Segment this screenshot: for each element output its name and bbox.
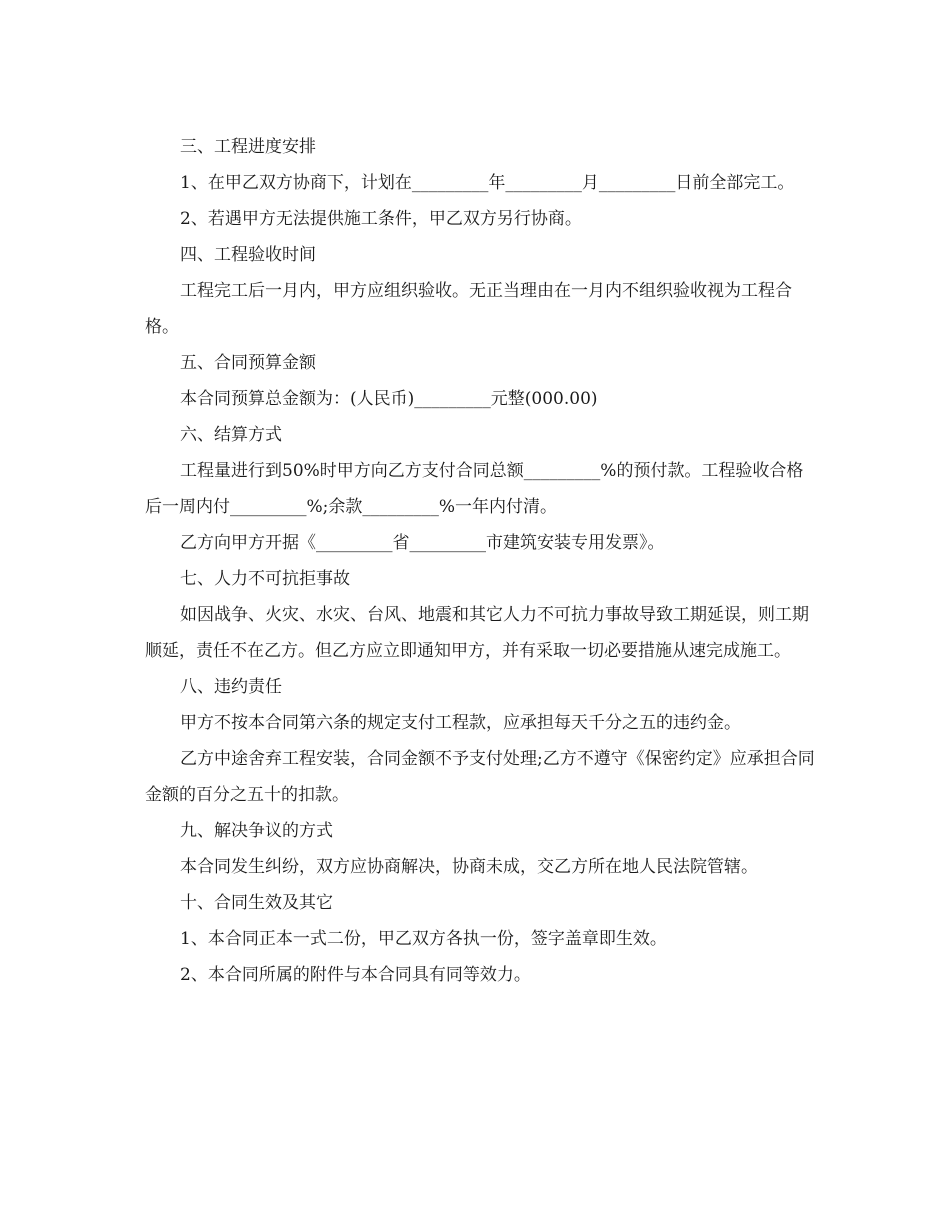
section-heading-effectiveness: 十、合同生效及其它 — [180, 893, 333, 913]
section-heading-disputes: 九、解决争议的方式 — [180, 821, 333, 841]
clause-party-b-liability: 乙方中途舍弃工程安装，合同金额不予支付处理;乙方不遵守《保密约定》应承担合同金额的百分之五十的扣款。 — [145, 749, 815, 805]
clause-copies: 1、本合同正本一式二份，甲乙双方各执一份，签字盖章即生效。 — [180, 929, 667, 949]
clause-force-majeure: 如因战争、火灾、水灾、台风、地震和其它人力不可抗力事故导致工期延误，则工期顺延，责任不在乙方。但乙方应立即通知甲方，并有采取一切必要措施从速完成施工。 — [145, 605, 809, 661]
section-heading-settlement: 六、结算方式 — [180, 425, 282, 445]
section-heading-liability: 八、违约责任 — [180, 677, 282, 697]
clause-budget-amount: 本合同预算总金额为：(人民币)_________元整(000.00) — [180, 389, 598, 409]
section-heading-budget: 五、合同预算金额 — [180, 353, 316, 373]
document-body — [145, 129, 815, 993]
section-heading-schedule: 三、工程进度安排 — [180, 137, 316, 157]
clause-completion-date: 1、在甲乙双方协商下，计划在_________年_________月_________日前全部完工。 — [180, 173, 795, 193]
clause-attachments: 2、本合同所属的附件与本合同具有同等效力。 — [180, 965, 531, 985]
section-heading-acceptance: 四、工程验收时间 — [180, 245, 316, 265]
clause-acceptance: 工程完工后一月内，甲方应组织验收。无正当理由在一月内不组织验收视为工程合格。 — [145, 281, 792, 337]
clause-dispute-resolution: 本合同发生纠纷，双方应协商解决，协商未成，交乙方所在地人民法院管辖。 — [180, 857, 758, 877]
clause-payment-schedule: 工程量进行到50%时甲方向乙方支付合同总额_________%的预付款。工程验收合格后一周内付_________%;余款_________%一年内付清。 — [145, 461, 804, 517]
clause-party-a-liability: 甲方不按本合同第六条的规定支付工程款，应承担每天千分之五的违约金。 — [180, 713, 741, 733]
clause-invoice: 乙方向甲方开据《_________省_________市建筑安装专用发票》。 — [180, 533, 665, 553]
section-heading-force-majeure: 七、人力不可抗拒事故 — [180, 569, 350, 589]
clause-construction-conditions: 2、若遇甲方无法提供施工条件，甲乙双方另行协商。 — [180, 209, 582, 229]
